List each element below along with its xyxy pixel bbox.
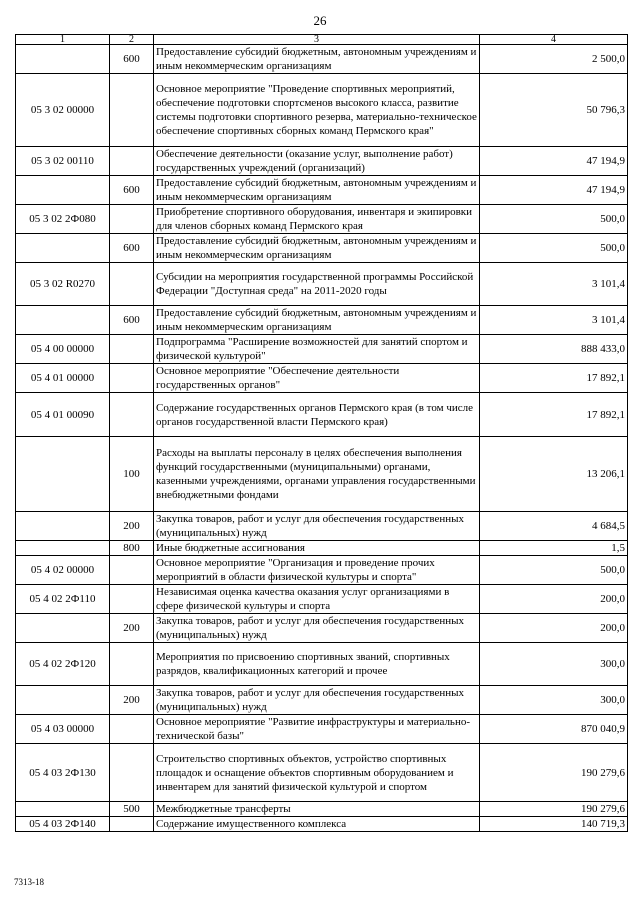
- row-amount: 300,0: [480, 686, 628, 715]
- row-description: Строительство спортивных объектов, устройство спортивных площадок и оснащение объектов спортивным оборудованием и инвентарем для занятий физической культурой и спортом: [154, 744, 480, 802]
- row-description: Обеспечение деятельности (оказание услуг, выполнение работ) государственных учреждений (организаций): [154, 147, 480, 176]
- row-code: 05 4 01 00000: [16, 364, 110, 393]
- row-amount: 2 500,0: [480, 45, 628, 74]
- row-description: Приобретение спортивного оборудования, инвентаря и экипировки для членов сборных команд Пермского края: [154, 205, 480, 234]
- row-expense-type: [110, 393, 154, 437]
- row-expense-type: [110, 205, 154, 234]
- row-description: Основное мероприятие "Обеспечение деятельности государственных органов": [154, 364, 480, 393]
- row-code: [16, 541, 110, 556]
- row-code: 05 4 03 00000: [16, 715, 110, 744]
- row-code: [16, 686, 110, 715]
- table-header-row: [16, 35, 628, 45]
- row-description: Субсидии на мероприятия государственной программы Российской Федерации "Доступная среда" на 2011-2020 годы: [154, 263, 480, 306]
- row-description: Расходы на выплаты персоналу в целях обеспечения выполнения функций государственными (муниципальными) органами, казенными учреждениями, органами управления государственными внебюджетными фондами: [154, 437, 480, 512]
- table-row: [16, 234, 628, 263]
- table-row: [16, 614, 628, 643]
- row-amount: 500,0: [480, 556, 628, 585]
- table-row: [16, 802, 628, 817]
- row-description: Предоставление субсидий бюджетным, автономным учреждениям и иным некоммерческим организациям: [154, 45, 480, 74]
- row-amount: 1,5: [480, 541, 628, 556]
- table-row: [16, 556, 628, 585]
- row-amount: 4 684,5: [480, 512, 628, 541]
- row-description: Подпрограмма "Расширение возможностей для занятий спортом и физической культурой": [154, 335, 480, 364]
- row-expense-type: 600: [110, 45, 154, 74]
- row-code: 05 4 00 00000: [16, 335, 110, 364]
- row-amount: 200,0: [480, 585, 628, 614]
- row-amount: 47 194,9: [480, 147, 628, 176]
- row-expense-type: [110, 643, 154, 686]
- row-expense-type: [110, 74, 154, 147]
- row-amount: 17 892,1: [480, 364, 628, 393]
- row-code: [16, 234, 110, 263]
- row-amount: 3 101,4: [480, 263, 628, 306]
- row-amount: 140 719,3: [480, 817, 628, 832]
- row-description: Независимая оценка качества оказания услуг организациями в сфере физической культуры и спорта: [154, 585, 480, 614]
- table-row: [16, 45, 628, 74]
- row-expense-type: [110, 585, 154, 614]
- row-expense-type: [110, 817, 154, 832]
- table-row: [16, 306, 628, 335]
- row-description: Содержание имущественного комплекса: [154, 817, 480, 832]
- row-description: Содержание государственных органов Пермского края (в том числе органов государственной власти Пермского края): [154, 393, 480, 437]
- row-description: Основное мероприятие "Развитие инфраструктуры и материально-технической базы": [154, 715, 480, 744]
- row-code: 05 4 03 2Ф130: [16, 744, 110, 802]
- row-description: Основное мероприятие "Проведение спортивных мероприятий, обеспечение подготовки спортсменов высокого класса, развитие системы подготовки спортивного резерва, материально-техническое обеспечение спортивных сборных команд Пермского края": [154, 74, 480, 147]
- row-code: [16, 437, 110, 512]
- row-code: 05 3 02 2Ф080: [16, 205, 110, 234]
- row-code: 05 4 02 2Ф120: [16, 643, 110, 686]
- row-description: Мероприятия по присвоению спортивных званий, спортивных разрядов, квалификационных категорий и прочее: [154, 643, 480, 686]
- table-row: [16, 176, 628, 205]
- row-expense-type: [110, 556, 154, 585]
- row-amount: 200,0: [480, 614, 628, 643]
- row-description: Закупка товаров, работ и услуг для обеспечения государственных (муниципальных) нужд: [154, 614, 480, 643]
- row-expense-type: 600: [110, 234, 154, 263]
- row-expense-type: 500: [110, 802, 154, 817]
- row-expense-type: [110, 263, 154, 306]
- row-description: Закупка товаров, работ и услуг для обеспечения государственных (муниципальных) нужд: [154, 512, 480, 541]
- header-col-3: 3: [154, 35, 480, 45]
- row-expense-type: [110, 744, 154, 802]
- row-description: Предоставление субсидий бюджетным, автономным учреждениям и иным некоммерческим организациям: [154, 306, 480, 335]
- row-code: 05 3 02 00000: [16, 74, 110, 147]
- row-code: [16, 45, 110, 74]
- table-row: [16, 585, 628, 614]
- row-description: Иные бюджетные ассигнования: [154, 541, 480, 556]
- row-amount: 300,0: [480, 643, 628, 686]
- row-expense-type: 600: [110, 176, 154, 205]
- row-amount: 13 206,1: [480, 437, 628, 512]
- table-row: [16, 817, 628, 832]
- row-description: Межбюджетные трансферты: [154, 802, 480, 817]
- row-code: 05 3 02 00110: [16, 147, 110, 176]
- row-code: [16, 512, 110, 541]
- row-code: 05 3 02 R0270: [16, 263, 110, 306]
- row-expense-type: [110, 147, 154, 176]
- table-row: [16, 744, 628, 802]
- row-expense-type: 200: [110, 614, 154, 643]
- row-expense-type: 100: [110, 437, 154, 512]
- row-expense-type: 600: [110, 306, 154, 335]
- row-amount: 3 101,4: [480, 306, 628, 335]
- row-expense-type: 800: [110, 541, 154, 556]
- row-amount: 190 279,6: [480, 802, 628, 817]
- row-amount: 888 433,0: [480, 335, 628, 364]
- table-row: [16, 512, 628, 541]
- row-description: Закупка товаров, работ и услуг для обеспечения государственных (муниципальных) нужд: [154, 686, 480, 715]
- row-amount: 50 796,3: [480, 74, 628, 147]
- document-code: 7313-18: [14, 877, 44, 887]
- row-description: Предоставление субсидий бюджетным, автономным учреждениям и иным некоммерческим организациям: [154, 234, 480, 263]
- table-row: [16, 74, 628, 147]
- row-amount: 190 279,6: [480, 744, 628, 802]
- table-row: [16, 364, 628, 393]
- budget-table: [15, 34, 628, 832]
- header-col-2: 2: [110, 35, 154, 45]
- row-expense-type: [110, 335, 154, 364]
- row-code: 05 4 02 00000: [16, 556, 110, 585]
- row-code: [16, 614, 110, 643]
- row-expense-type: 200: [110, 686, 154, 715]
- row-amount: 500,0: [480, 205, 628, 234]
- row-amount: 870 040,9: [480, 715, 628, 744]
- table-row: [16, 205, 628, 234]
- row-code: [16, 306, 110, 335]
- row-description: Основное мероприятие "Организация и проведение прочих мероприятий в области физической культуры и спорта": [154, 556, 480, 585]
- row-description: Предоставление субсидий бюджетным, автономным учреждениям и иным некоммерческим организациям: [154, 176, 480, 205]
- table-row: [16, 686, 628, 715]
- row-code: 05 4 03 2Ф140: [16, 817, 110, 832]
- table-row: [16, 643, 628, 686]
- table-row: [16, 715, 628, 744]
- header-col-4: 4: [480, 35, 628, 45]
- row-code: 05 4 01 00090: [16, 393, 110, 437]
- row-code: [16, 802, 110, 817]
- row-expense-type: 200: [110, 512, 154, 541]
- table-row: [16, 335, 628, 364]
- page-number: 26: [313, 13, 327, 28]
- row-amount: 47 194,9: [480, 176, 628, 205]
- row-code: [16, 176, 110, 205]
- header-col-1: 1: [16, 35, 110, 45]
- table-row: [16, 263, 628, 306]
- table-body: [16, 45, 628, 832]
- row-amount: 17 892,1: [480, 393, 628, 437]
- table-row: [16, 437, 628, 512]
- table-row: [16, 393, 628, 437]
- row-expense-type: [110, 364, 154, 393]
- table-row: [16, 541, 628, 556]
- row-code: 05 4 02 2Ф110: [16, 585, 110, 614]
- row-amount: 500,0: [480, 234, 628, 263]
- row-expense-type: [110, 715, 154, 744]
- table-row: [16, 147, 628, 176]
